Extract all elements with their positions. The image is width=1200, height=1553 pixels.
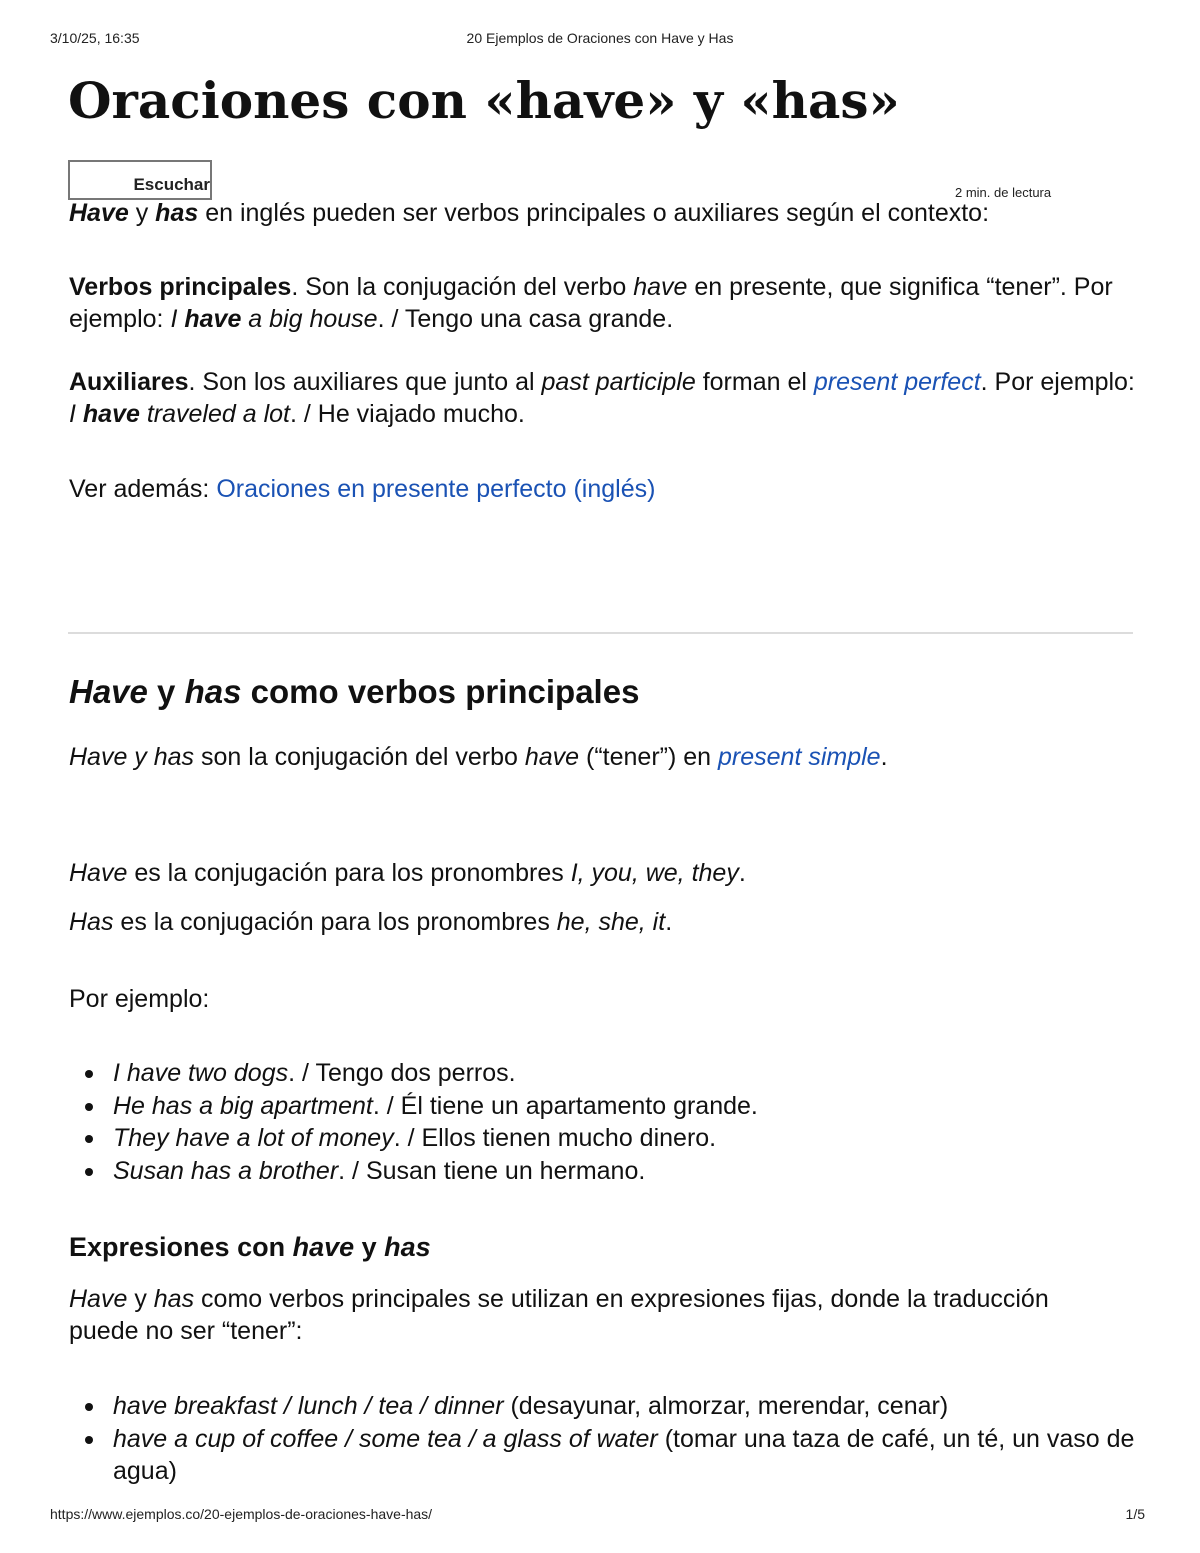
bullet-icon <box>85 1135 93 1143</box>
example-label: Por ejemplo: <box>69 985 210 1013</box>
term-has: Has <box>69 908 114 936</box>
conj-text-2: (“tener”) en <box>579 743 718 771</box>
see-also-link[interactable]: Oraciones en presente perfecto (inglés) <box>216 475 656 503</box>
bullet-icon <box>85 1070 93 1078</box>
have-line-text: es la conjugación para los pronombres <box>127 859 571 887</box>
bullet-icon <box>85 1168 93 1176</box>
section-divider <box>68 632 1133 634</box>
term-past-participle: past participle <box>541 368 696 396</box>
bullet-icon <box>85 1436 93 1444</box>
aux-text: . Son los auxiliares que junto al <box>188 368 542 396</box>
conj-end: . <box>880 743 888 771</box>
example-en: I have a big house <box>170 305 378 333</box>
aux-label: Auxiliares <box>69 368 189 396</box>
auxiliary-paragraph <box>69 366 1139 430</box>
intro-paragraph <box>69 197 1139 229</box>
example-es: . / He viajado mucho. <box>289 400 525 428</box>
have-line-end: . <box>738 859 746 887</box>
reading-time: 2 min. de lectura <box>955 185 1052 200</box>
verb-have: have <box>524 743 580 771</box>
term-have: Have <box>69 199 129 227</box>
text-y: y <box>127 1285 154 1313</box>
has-line-end: . <box>665 908 673 936</box>
conj-text: son la conjugación del verbo <box>194 743 525 771</box>
principal-label: Verbos principales <box>69 273 292 301</box>
list-item: They have a lot of money. / Ellos tienen mucho dinero. <box>69 1122 1129 1155</box>
pronouns-have: I, you, we, they <box>570 859 739 887</box>
has-line-text: es la conjugación para los pronombres <box>113 908 557 936</box>
term-has: has <box>153 1285 195 1313</box>
present-perfect-link[interactable]: present perfect <box>813 368 981 396</box>
list-item: I have two dogs. / Tengo dos perros. <box>69 1057 1129 1090</box>
verb-have: have <box>633 273 688 301</box>
aux-text-2: forman el <box>695 368 814 396</box>
section-heading-expressions: Expresiones con have y has <box>69 1232 431 1262</box>
expressions-intro-text: como verbos principales se utilizan en expresiones fijas, donde la traducción puede no ser “tener”: <box>69 1285 1049 1345</box>
present-simple-link[interactable]: present simple <box>718 743 881 771</box>
list-item: He has a big apartment. / Él tiene un apartamento grande. <box>69 1090 1129 1123</box>
principal-text: . Son la conjugación del verbo <box>291 273 634 301</box>
principal-verbs-paragraph <box>69 271 1139 335</box>
see-also-label: Ver además: <box>69 475 217 503</box>
aux-text-3: . Por ejemplo: <box>980 368 1135 396</box>
print-datetime: 3/10/25, 16:35 <box>50 30 140 46</box>
example-en: I have traveled a lot <box>69 400 290 428</box>
conjugation-paragraph <box>69 741 1139 773</box>
expressions-list <box>69 1390 1139 1488</box>
intro-text: en inglés pueden ser verbos principales o auxiliares según el contexto: <box>198 199 990 227</box>
text-y: y <box>128 199 156 227</box>
term-has: has <box>155 199 199 227</box>
print-page-number: 1/5 <box>1125 1506 1145 1522</box>
list-item: have breakfast / lunch / tea / dinner (desayunar, almorzar, merendar, cenar) <box>69 1390 1139 1423</box>
listen-button[interactable]: Escuchar <box>68 160 212 200</box>
section-heading-main-verbs: Have y has como verbos principales <box>69 673 640 710</box>
page-title: Oraciones con «have» y «has» <box>68 71 900 130</box>
example-es: . / Tengo una casa grande. <box>377 305 674 333</box>
pronouns-has: he, she, it <box>556 908 666 936</box>
expressions-intro <box>69 1283 1069 1347</box>
see-also-paragraph <box>69 473 1139 505</box>
principal-text-2: en presente, que significa “tener”. Por ejemplo: <box>69 273 1113 333</box>
term-have: Have <box>69 859 128 887</box>
bullet-icon <box>85 1403 93 1411</box>
print-doc-title: 20 Ejemplos de Oraciones con Have y Has <box>466 30 734 46</box>
list-item: have a cup of coffee / some tea / a glass of water (tomar una taza de café, un té, un vaso de agua) <box>69 1423 1139 1488</box>
list-item: Susan has a brother. / Susan tiene un hermano. <box>69 1155 1129 1188</box>
have-pronouns-line <box>69 857 1139 889</box>
bullet-icon <box>85 1103 93 1111</box>
has-pronouns-line <box>69 906 1139 938</box>
term-have: Have <box>69 1285 128 1313</box>
term-have-has: Have y has <box>69 743 195 771</box>
print-url: https://www.ejemplos.co/20-ejemplos-de-oraciones-have-has/ <box>50 1506 433 1522</box>
examples-list <box>69 1057 1129 1187</box>
